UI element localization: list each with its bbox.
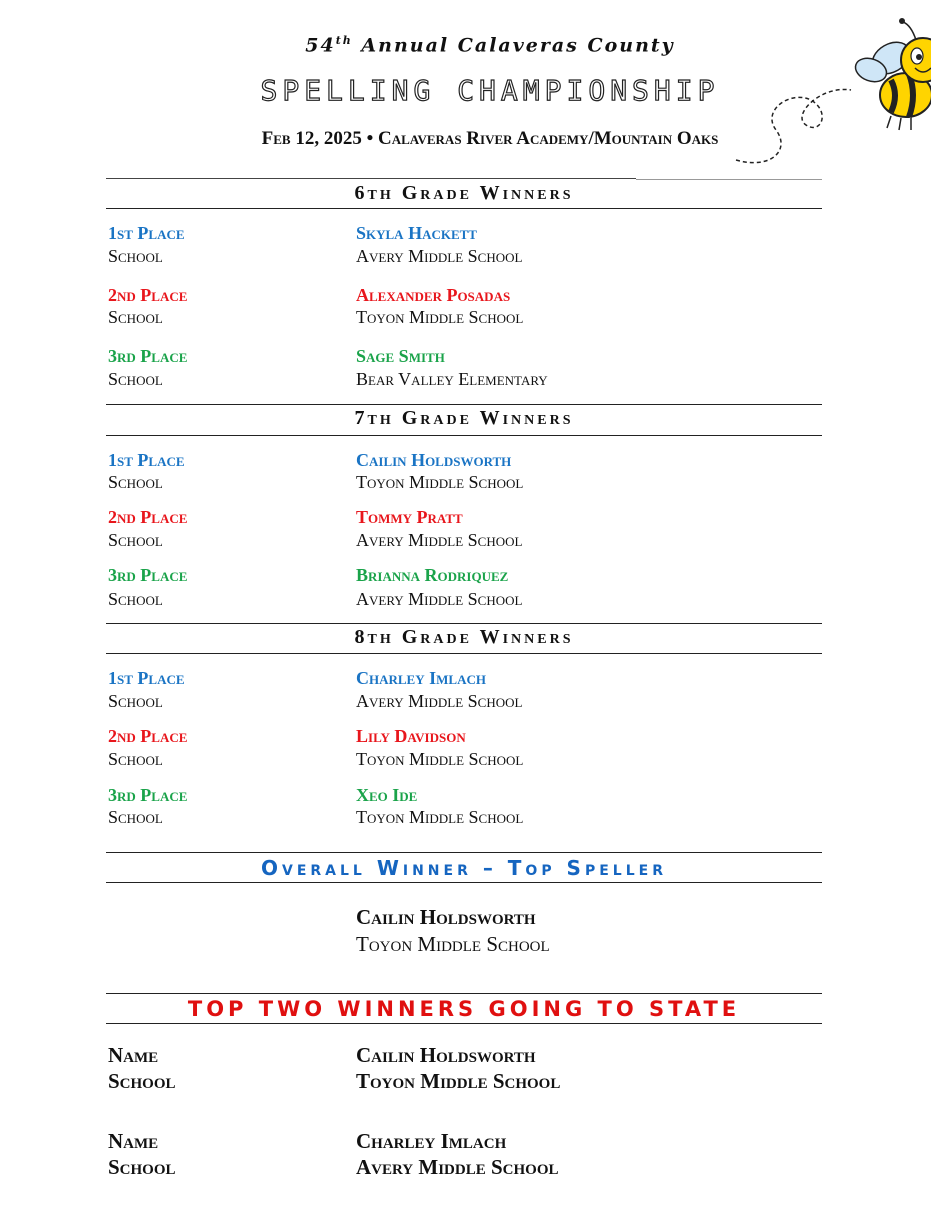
overall-winner-name: Cailin Holdsworth [356,905,536,929]
section-heading-6th: 6th Grade Winners [354,182,574,204]
school-label: School [108,589,163,609]
winner-name: Xeo Ide [356,785,418,805]
place-label: 2nd Place [108,285,188,305]
winner-name: Skyla Hackett [356,223,477,243]
winner-school: Avery Middle School [356,246,523,266]
winner-name: Cailin Holdsworth [356,450,512,470]
winner-school: Avery Middle School [356,530,523,550]
event-subtitle: 54th Annual Calaveras County [305,34,675,57]
name-label: Name [108,1129,159,1153]
school-label: School [108,1155,176,1179]
winner-school: Toyon Middle School [356,472,524,492]
section-divider [106,208,822,209]
winner-name: Brianna Rodriquez [356,565,509,585]
place-label: 2nd Place [108,507,188,527]
place-label: 1st Place [108,450,185,470]
state-winner-name: Cailin Holdsworth [356,1043,536,1067]
school-label: School [108,807,163,827]
place-label: 3rd Place [108,565,188,585]
section-divider [106,882,822,883]
school-label: School [108,691,163,711]
school-label: School [108,472,163,492]
school-label: School [108,307,163,327]
section-divider [106,435,822,436]
state-winner-school: Toyon Middle School [356,1069,561,1093]
overall-winner-school: Toyon Middle School [356,932,550,956]
section-divider [106,653,822,654]
winner-name: Tommy Pratt [356,507,463,527]
school-label: School [108,369,163,389]
page-title: SPELLING CHAMPIONSHIP [260,74,720,107]
place-label: 1st Place [108,223,185,243]
winner-school: Toyon Middle School [356,307,524,327]
section-divider [106,852,822,853]
school-label: School [108,246,163,266]
event-dateline: Feb 12, 2025 • Calaveras River Academy/Mountain Oaks [261,128,719,149]
winner-name: Charley Imlach [356,668,486,688]
winner-name: Sage Smith [356,346,445,366]
section-divider [106,623,822,624]
place-label: 1st Place [108,668,185,688]
place-label: 3rd Place [108,346,188,366]
section-heading-7th: 7th Grade Winners [354,407,574,429]
state-winner-school: Avery Middle School [356,1155,559,1179]
header-divider-right [636,179,822,180]
section-divider [106,404,822,405]
place-label: 2nd Place [108,726,188,746]
winner-school: Avery Middle School [356,589,523,609]
overall-heading: Overall Winner – Top Speller [261,856,667,880]
name-label: Name [108,1043,159,1067]
header-divider [106,178,636,179]
winner-school: Bear Valley Elementary [356,369,548,389]
place-label: 3rd Place [108,785,188,805]
school-label: School [108,530,163,550]
section-heading-8th: 8th Grade Winners [354,626,574,648]
section-divider [106,993,822,994]
state-winner-name: Charley Imlach [356,1129,507,1153]
winner-school: Toyon Middle School [356,749,524,769]
school-label: School [108,1069,176,1093]
section-divider [106,1023,822,1024]
winner-school: Toyon Middle School [356,807,524,827]
winner-name: Alexander Posadas [356,285,511,305]
state-heading: TOP TWO WINNERS GOING TO STATE [187,997,741,1021]
bee-icon [731,0,931,170]
school-label: School [108,749,163,769]
winner-name: Lily Davidson [356,726,466,746]
winner-school: Avery Middle School [356,691,523,711]
